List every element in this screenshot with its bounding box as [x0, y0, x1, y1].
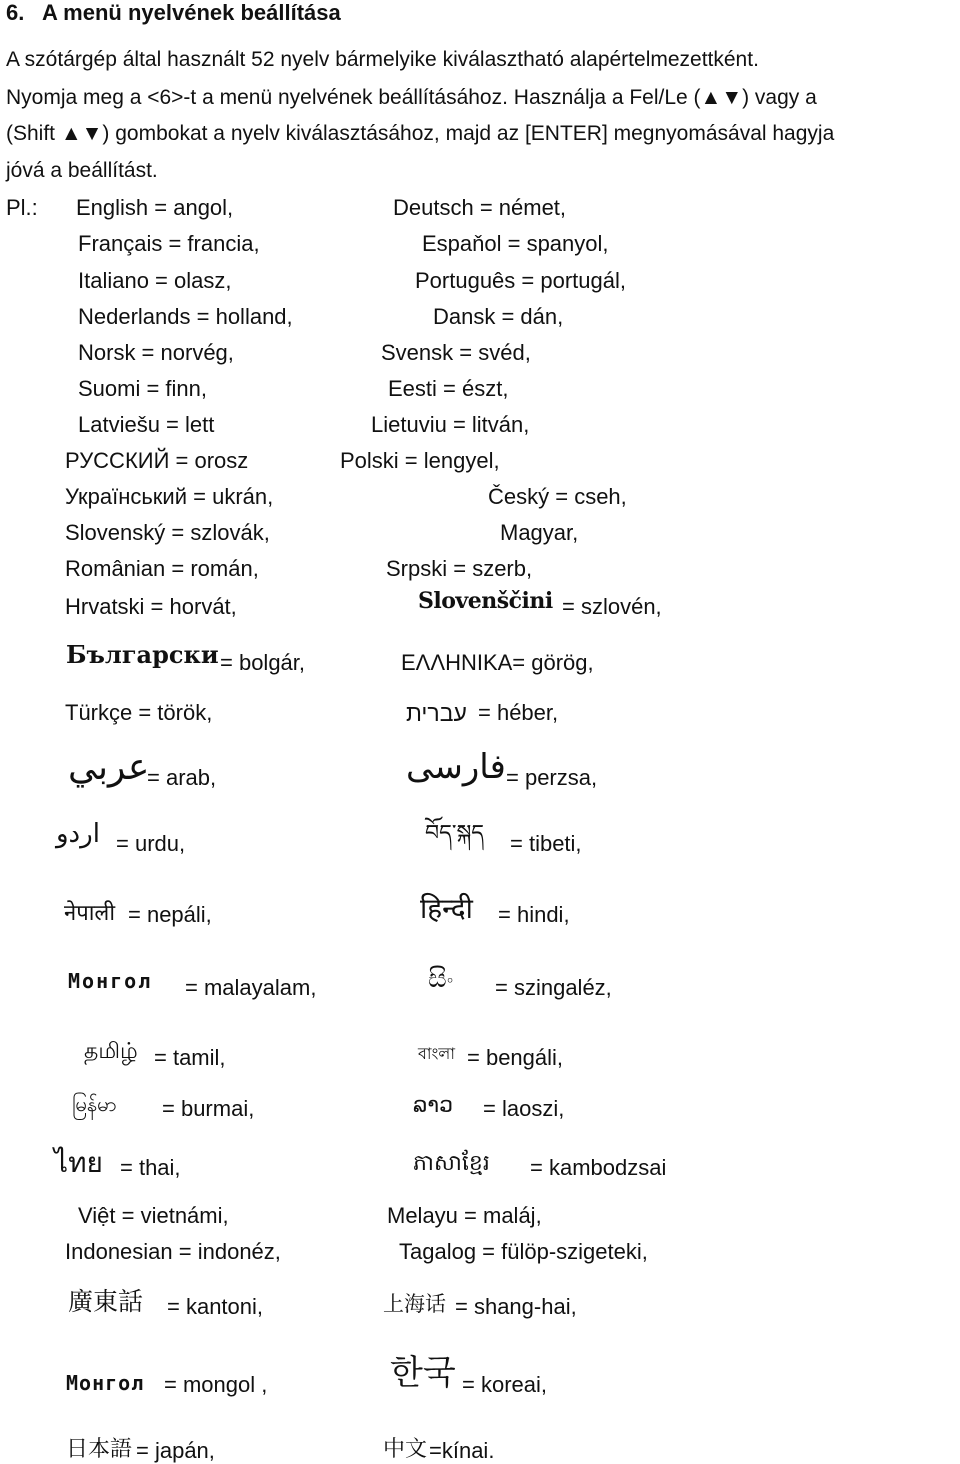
- lang-hindi-suffix: = hindi,: [498, 902, 570, 927]
- lang-thai-suffix: = thai,: [120, 1155, 181, 1180]
- lang-shanghai-suffix: = shang-hai,: [455, 1294, 577, 1319]
- bulgarian-native-name: Български: [66, 640, 219, 669]
- lang-bulgarian-suffix: = bolgár,: [220, 650, 306, 675]
- example-label: Pl.:: [6, 195, 38, 220]
- lang-malayalam-suffix: = malayalam,: [185, 975, 317, 1000]
- lang-eesti: Eesti = észt,: [388, 376, 509, 401]
- nepali-native-name: नेपाली: [64, 900, 116, 925]
- tibetan-native-name: བོད་སྐད: [425, 820, 485, 845]
- lang-slovensky: Slovenský = szlovák,: [65, 520, 270, 545]
- japanese-native-name: 日本語: [66, 1436, 133, 1461]
- lang-urdu-suffix: = urdu,: [116, 831, 186, 856]
- lang-lao-suffix: = laoszi,: [483, 1096, 565, 1121]
- shanghai-native-name: 上海话: [383, 1293, 446, 1316]
- lang-tamil-suffix: = tamil,: [154, 1045, 226, 1070]
- khmer-native-name: ភាសាខ្មែរ: [413, 1150, 490, 1175]
- lang-farsi-suffix: = perzsa,: [506, 765, 598, 790]
- lang-greek: ΕΛΛΗΝΙΚΑ= görög,: [401, 650, 594, 675]
- lang-magyar: Magyar,: [500, 520, 579, 545]
- lang-hrvatski: Hrvatski = horvát,: [65, 594, 237, 619]
- hindi-native-name: हिन्दी: [420, 893, 473, 924]
- lang-dansk: Dansk = dán,: [433, 304, 564, 329]
- lang-slovenian-suffix: = szlovén,: [562, 594, 662, 619]
- korean-native-name: 한국: [390, 1354, 456, 1392]
- lang-tibetan-suffix: = tibeti,: [510, 831, 582, 856]
- arabic-native-name: عربي: [68, 746, 150, 787]
- lang-francais: Français = francia,: [78, 231, 260, 256]
- lang-indonesian: Indonesian = indonéz,: [65, 1239, 281, 1264]
- lang-bengali-suffix: = bengáli,: [467, 1045, 564, 1070]
- hebrew-native-name: עברית: [406, 700, 467, 726]
- lang-cesky: Český = cseh,: [488, 484, 627, 509]
- lang-norsk: Norsk = norvég,: [78, 340, 234, 365]
- intro-line-2: Nyomja meg a <6>-t a menü nyelvének beállításához. Használja a Fel/Le (▲▼) vagy a: [6, 86, 817, 109]
- lang-portugues: Português = portugál,: [415, 268, 626, 293]
- slovenscini-native-name: Slovenščini: [418, 588, 553, 614]
- lang-english: English = angol,: [76, 195, 234, 220]
- lang-latviesu: Latviešu = lett: [78, 412, 215, 437]
- lang-nederlands: Nederlands = holland,: [78, 304, 293, 329]
- lang-polski: Polski = lengyel,: [340, 448, 500, 473]
- lang-nepali-suffix: = nepáli,: [128, 902, 212, 927]
- mongol-native-name-malayalam-row: Монгол: [68, 969, 153, 993]
- chinese-native-name: 中文: [383, 1436, 428, 1461]
- lang-deutsch: Deutsch = német,: [393, 195, 567, 220]
- mongol-native-name: Монгол: [66, 1371, 145, 1395]
- lao-native-name: ລາວ: [413, 1092, 454, 1117]
- thai-native-name: ไทย: [54, 1147, 103, 1178]
- lang-tagalog: Tagalog = fülöp-szigeteki,: [399, 1239, 648, 1264]
- intro-line-3: (Shift ▲▼) gombokat a nyelv kiválasztásához, majd az [ENTER] megnyomásával hagyja: [6, 122, 835, 145]
- intro-line-4: jóvá a beállítást.: [6, 159, 158, 182]
- lang-viet: Việt = vietnámi,: [78, 1203, 229, 1228]
- lang-svensk: Svensk = svéd,: [381, 340, 531, 365]
- lang-korean-suffix: = koreai,: [462, 1372, 547, 1397]
- lang-burmese-suffix: = burmai,: [162, 1096, 255, 1121]
- intro-line-1: A szótárgép által használt 52 nyelv bármelyike kiválasztható alapértelmezettként.: [6, 48, 759, 71]
- sinhala-native-name: සිං: [428, 963, 454, 993]
- lang-turkce: Türkçe = török,: [65, 700, 213, 725]
- bengali-native-name: বাংলা: [418, 1046, 455, 1063]
- burmese-native-name: မြန်မာ: [72, 1094, 117, 1116]
- cantonese-native-name: 廣東話: [68, 1288, 144, 1316]
- lang-srpski: Srpski = szerb,: [386, 556, 533, 581]
- lang-lietuviu: Lietuviu = litván,: [371, 412, 530, 437]
- section-title: A menü nyelvének beállítása: [42, 0, 341, 25]
- lang-hebrew-suffix: = héber,: [478, 700, 559, 725]
- lang-russian: РУССКИЙ = orosz: [65, 448, 249, 473]
- lang-espanol: Espaňol = spanyol,: [422, 231, 609, 256]
- lang-italiano: Italiano = olasz,: [78, 268, 232, 293]
- lang-japanese-suffix: = japán,: [136, 1438, 215, 1463]
- lang-ukrainian: Український = ukrán,: [65, 484, 274, 509]
- lang-sinhala-suffix: = szingaléz,: [495, 975, 612, 1000]
- lang-chinese-suffix: =kínai.: [429, 1438, 495, 1463]
- lang-melayu: Melayu = maláj,: [387, 1203, 542, 1228]
- lang-mongol-suffix: = mongol ,: [164, 1372, 268, 1397]
- tamil-native-name: தமிழ்: [84, 1038, 138, 1063]
- lang-arabic-suffix: = arab,: [147, 765, 217, 790]
- lang-romanian: Românian = román,: [65, 556, 259, 581]
- urdu-native-name: اردو: [56, 818, 100, 848]
- lang-suomi: Suomi = finn,: [78, 376, 208, 401]
- section-number: 6.: [6, 0, 25, 25]
- section-heading: [6, 0, 341, 26]
- lang-cantonese-suffix: = kantoni,: [167, 1294, 264, 1319]
- lang-khmer-suffix: = kambodzsai: [530, 1155, 667, 1180]
- farsi-native-name: فارسی: [406, 748, 506, 786]
